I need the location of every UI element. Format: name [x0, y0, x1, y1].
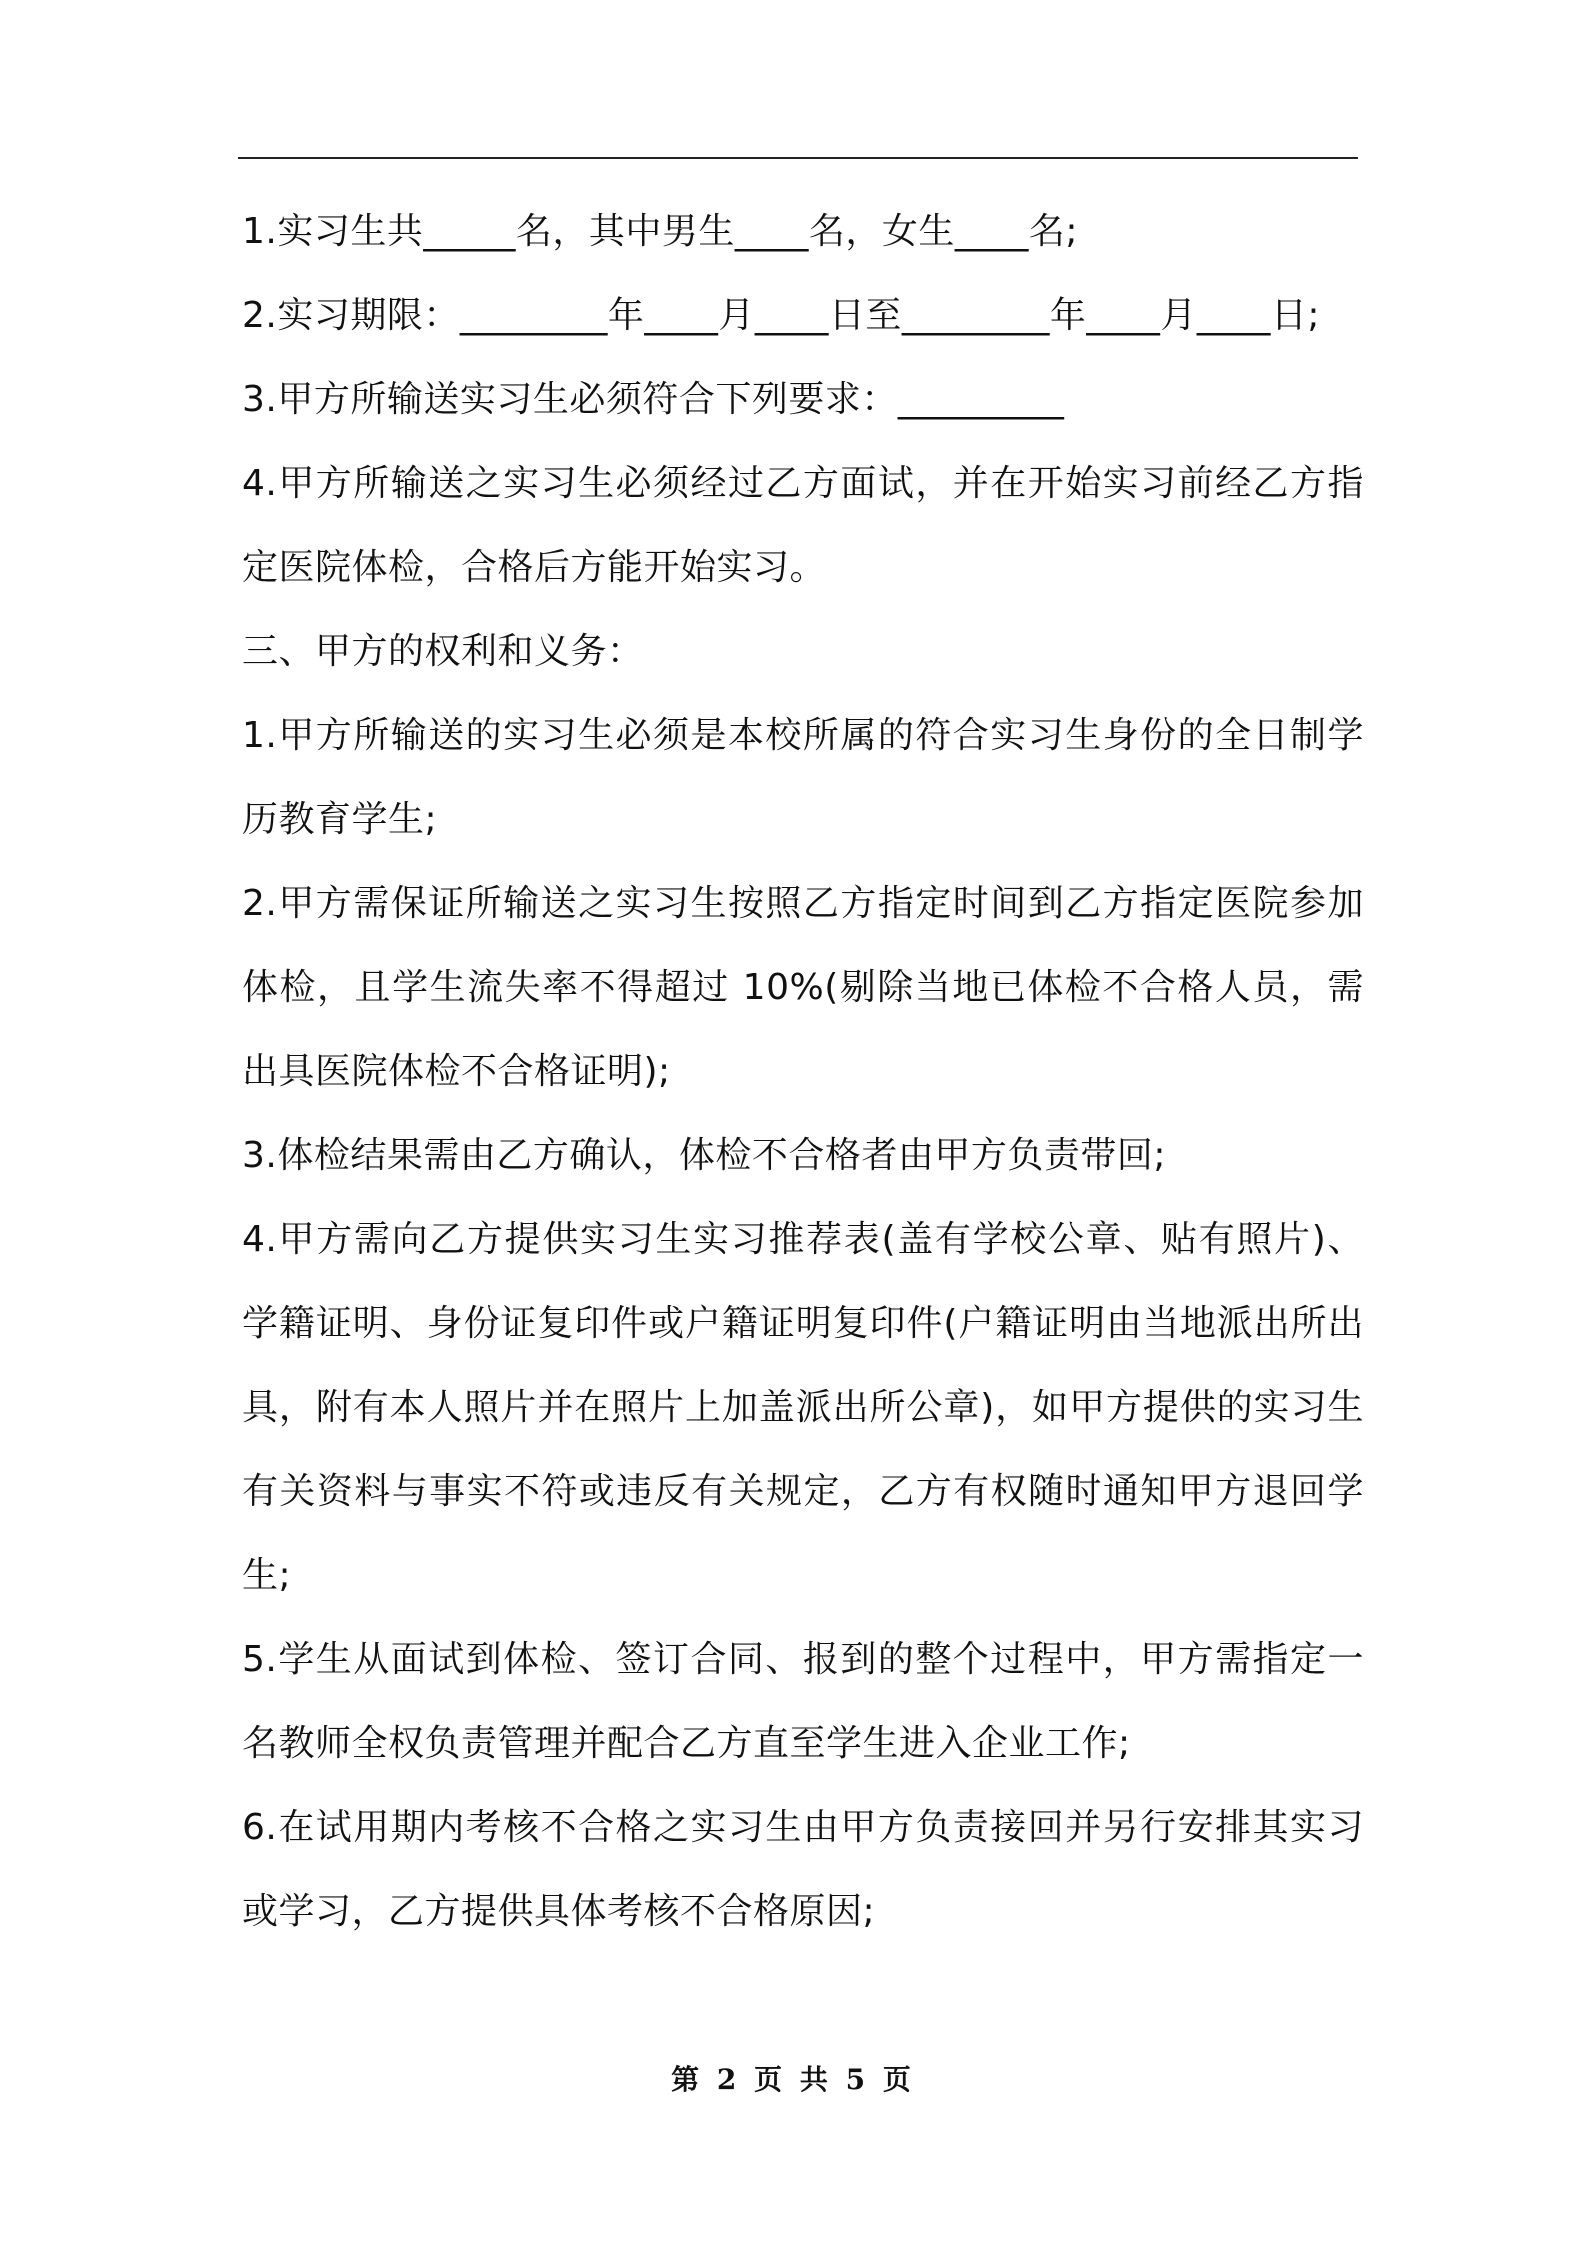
paragraph-item-6: 6.在试用期内考核不合格之实习生由甲方负责接回并另行安排其实习或学习，乙方提供具体考核不合格原因; — [242, 1807, 1364, 1932]
paragraph-item-1: 1.甲方所输送的实习生必须是本校所属的符合实习生身份的全日制学历教育学生; — [242, 715, 1364, 840]
page-number: 第 2 页 共 5 页 — [671, 2063, 915, 2096]
paragraph-item-3: 3.体检结果需由乙方确认，体检不合格者由甲方负责带回; — [242, 1135, 1166, 1176]
paragraph-item-2: 2.甲方需保证所输送之实习生按照乙方指定时间到乙方指定医院参加体检，且学生流失率不得超过 10%(剔除当地已体检不合格人员，需出具医院体检不合格证明); — [242, 883, 1364, 1092]
header-rule — [238, 157, 1358, 159]
paragraph-requirements: 3.甲方所输送实习生必须符合下列要求：_________ — [242, 379, 1065, 420]
document-body — [242, 190, 1364, 1954]
paragraph-interview: 4.甲方所输送之实习生必须经过乙方面试，并在开始实习前经乙方指定医院体检，合格后方能开始实习。 — [242, 463, 1364, 588]
paragraph-item-5: 5.学生从面试到体检、签订合同、报到的整个过程中，甲方需指定一名教师全权负责管理并配合乙方直至学生进入企业工作; — [242, 1639, 1364, 1764]
paragraph-item-4: 4.甲方需向乙方提供实习生实习推荐表(盖有学校公章、贴有照片)、学籍证明、身份证复印件或户籍证明复印件(户籍证明由当地派出所出具，附有本人照片并在照片上加盖派出所公章)，如甲方提供的实习生有关资料与事实不符或违反有关规定，乙方有权随时通知甲方退回学生; — [242, 1219, 1364, 1596]
section-heading-party-a: 三、甲方的权利和义务： — [242, 631, 644, 672]
paragraph-internship-period: 2.实习期限：________年____月____日至________年____月____日; — [242, 295, 1320, 336]
paragraph-student-count: 1.实习生共_____名，其中男生____名，女生____名; — [242, 211, 1078, 252]
